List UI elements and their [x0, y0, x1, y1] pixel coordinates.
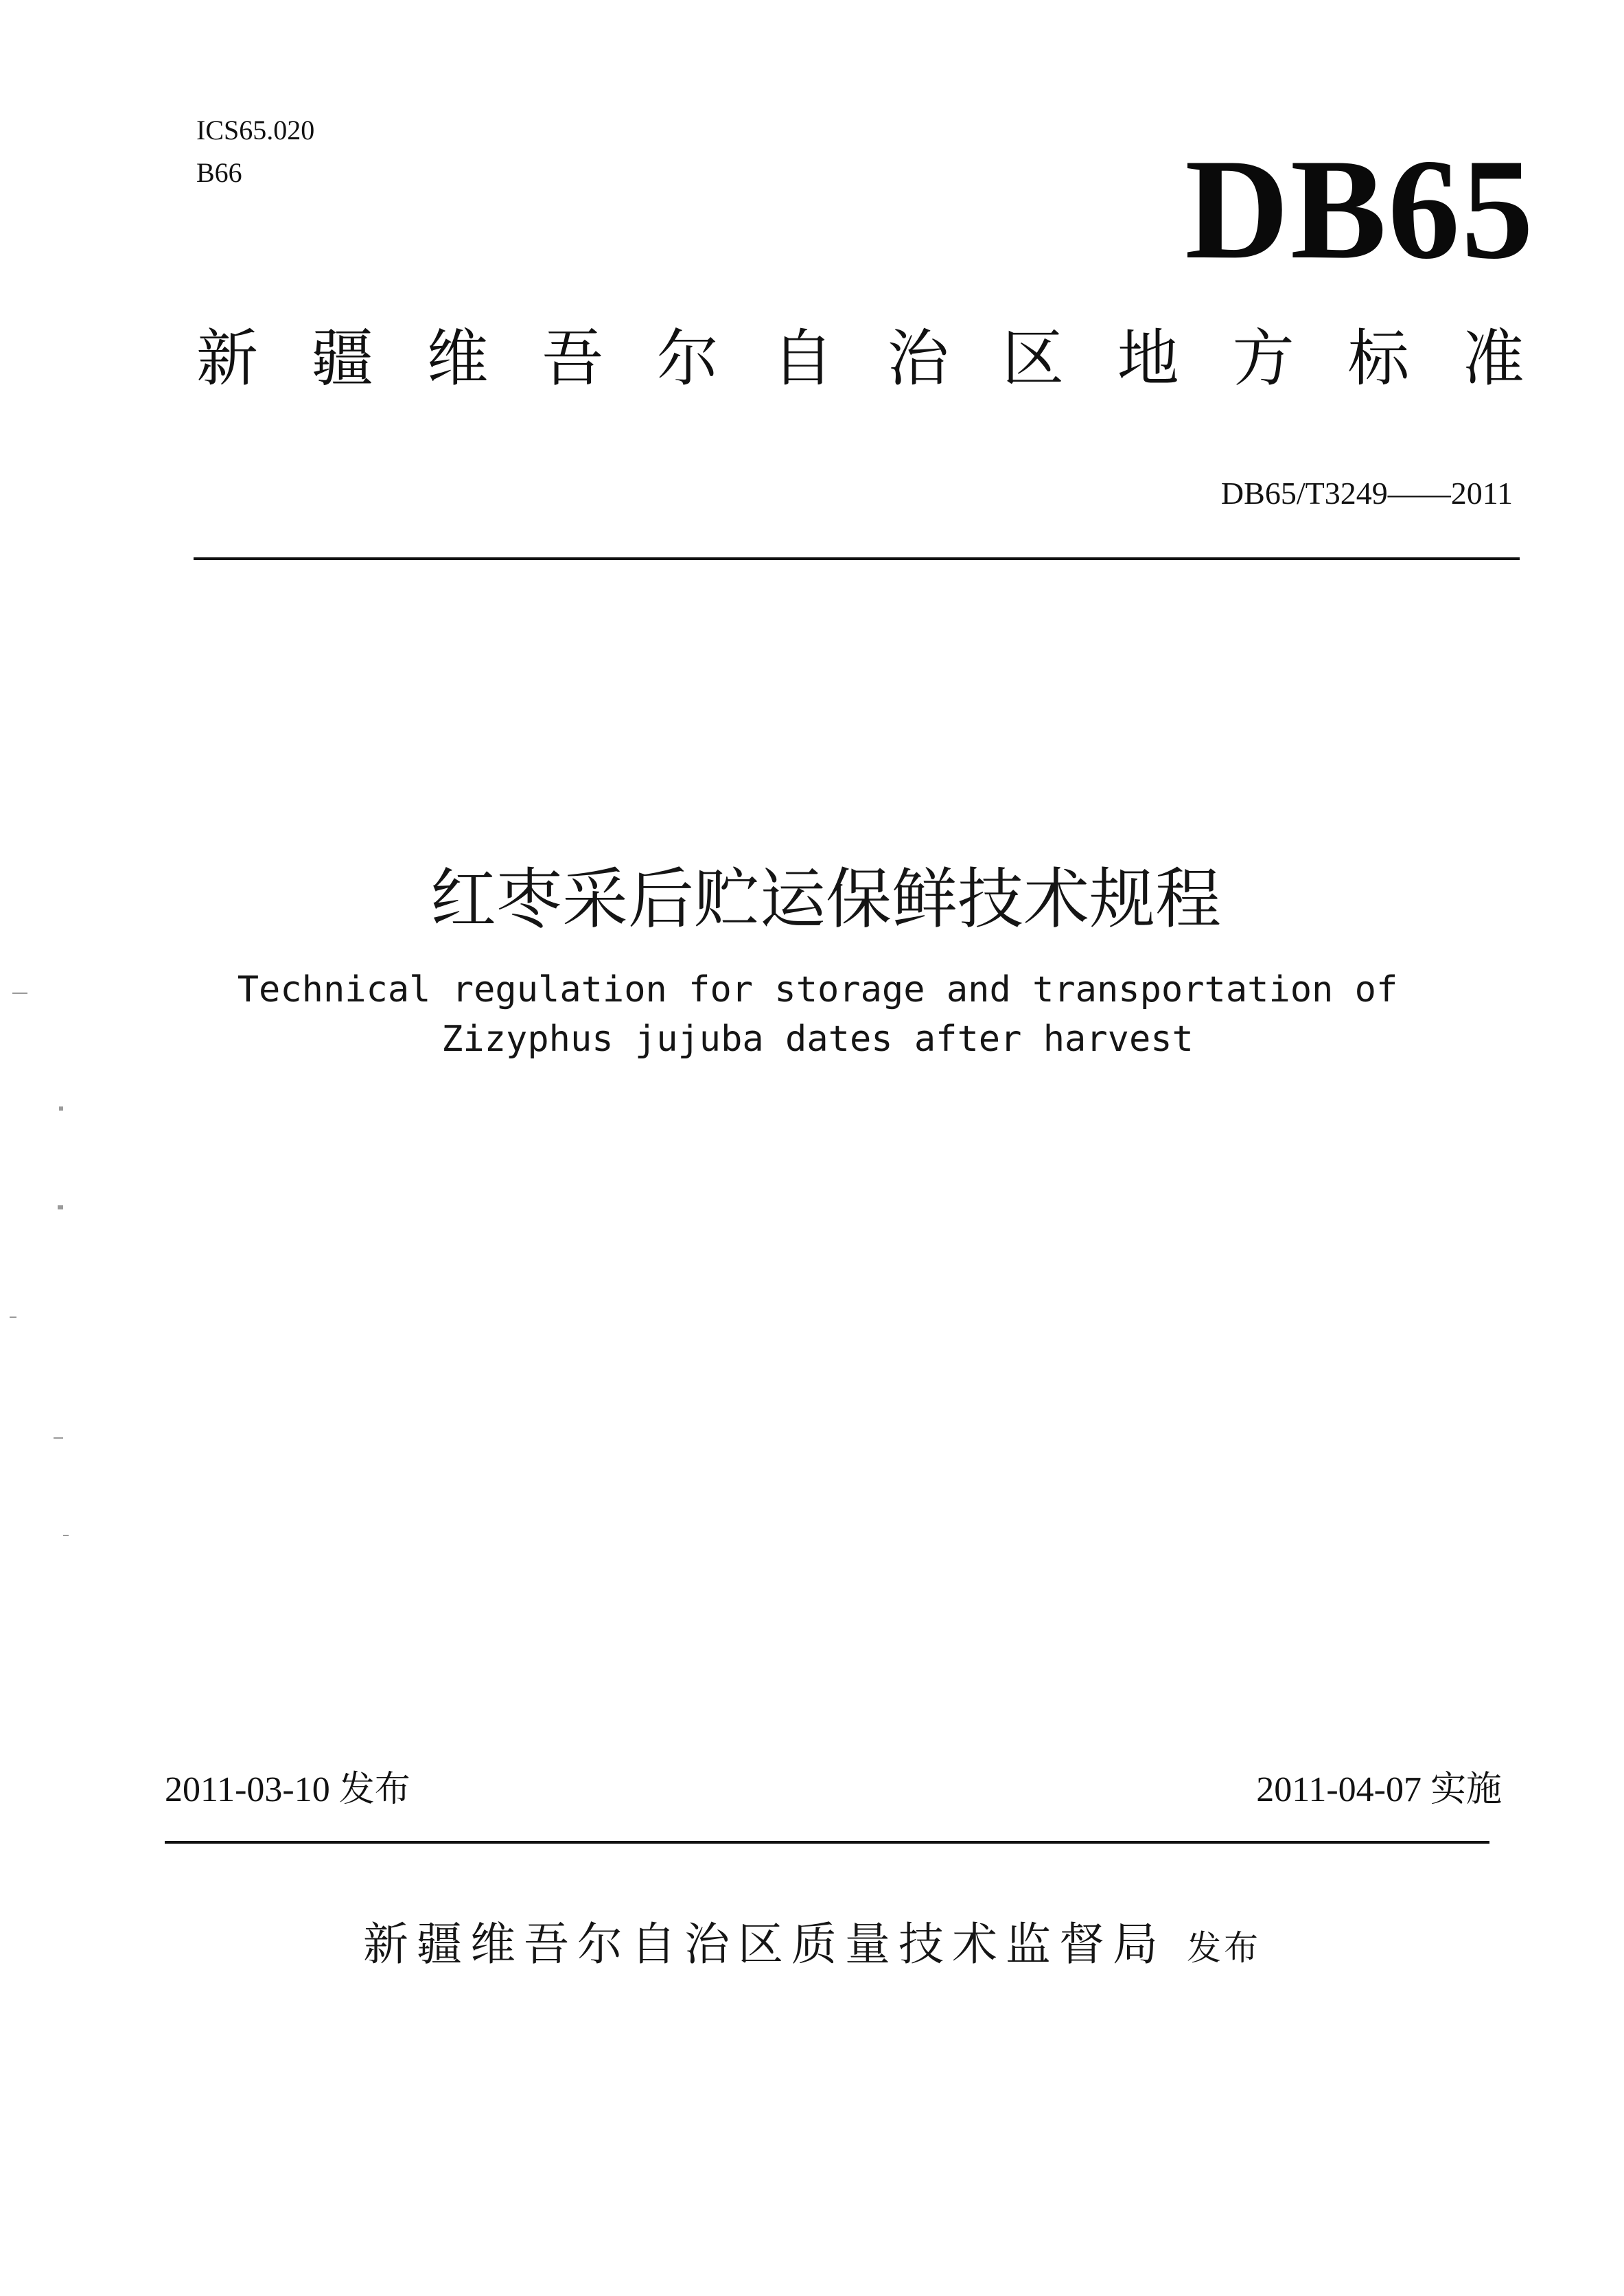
standard-number: DB65/T3249——2011	[1220, 476, 1513, 511]
issuer-verb: 发布	[1187, 1928, 1261, 1968]
title-chinese: 红枣采后贮运保鲜技术规程	[430, 861, 1221, 938]
scan-speck	[10, 1317, 16, 1318]
scan-speck	[58, 1205, 63, 1209]
standard-type-char: 新	[196, 323, 258, 395]
header-divider	[194, 557, 1520, 560]
footer-divider	[165, 1841, 1489, 1844]
scan-speck	[63, 1535, 69, 1536]
standard-type-char: 标	[1347, 323, 1410, 395]
scan-speck	[54, 1437, 63, 1439]
standard-type-char: 疆	[311, 323, 373, 395]
standard-type-char: 准	[1462, 323, 1524, 395]
scan-speck	[12, 993, 27, 994]
scan-speck	[59, 1106, 63, 1111]
title-english-line-2: Zizyphus jujuba dates after harvest	[441, 1019, 1194, 1060]
title-english-line-1: Technical regulation for storage and transportation of	[237, 969, 1398, 1010]
standard-type-char: 方	[1232, 323, 1295, 395]
issuer-organization: 新疆维吾尔自治区质量技术监督局	[363, 1918, 1166, 1971]
standard-type-char: 吾	[542, 323, 604, 395]
clc-code: B66	[196, 157, 242, 188]
issuing-authority	[0, 1918, 1624, 1971]
standard-type-char: 尔	[656, 323, 719, 395]
db65-logo: DB65	[1185, 130, 1535, 289]
ics-code: ICS65.020	[196, 115, 315, 146]
standard-type-char: 地	[1117, 323, 1179, 395]
standard-type-heading	[196, 323, 1524, 395]
standard-type-char: 区	[1002, 323, 1065, 395]
implementation-date: 2011-04-07 实施	[1256, 1770, 1502, 1809]
standard-type-char: 自	[772, 323, 834, 395]
standard-type-char: 维	[426, 323, 489, 395]
standard-type-char: 治	[887, 323, 949, 395]
issue-date: 2011-03-10 发布	[165, 1770, 410, 1809]
